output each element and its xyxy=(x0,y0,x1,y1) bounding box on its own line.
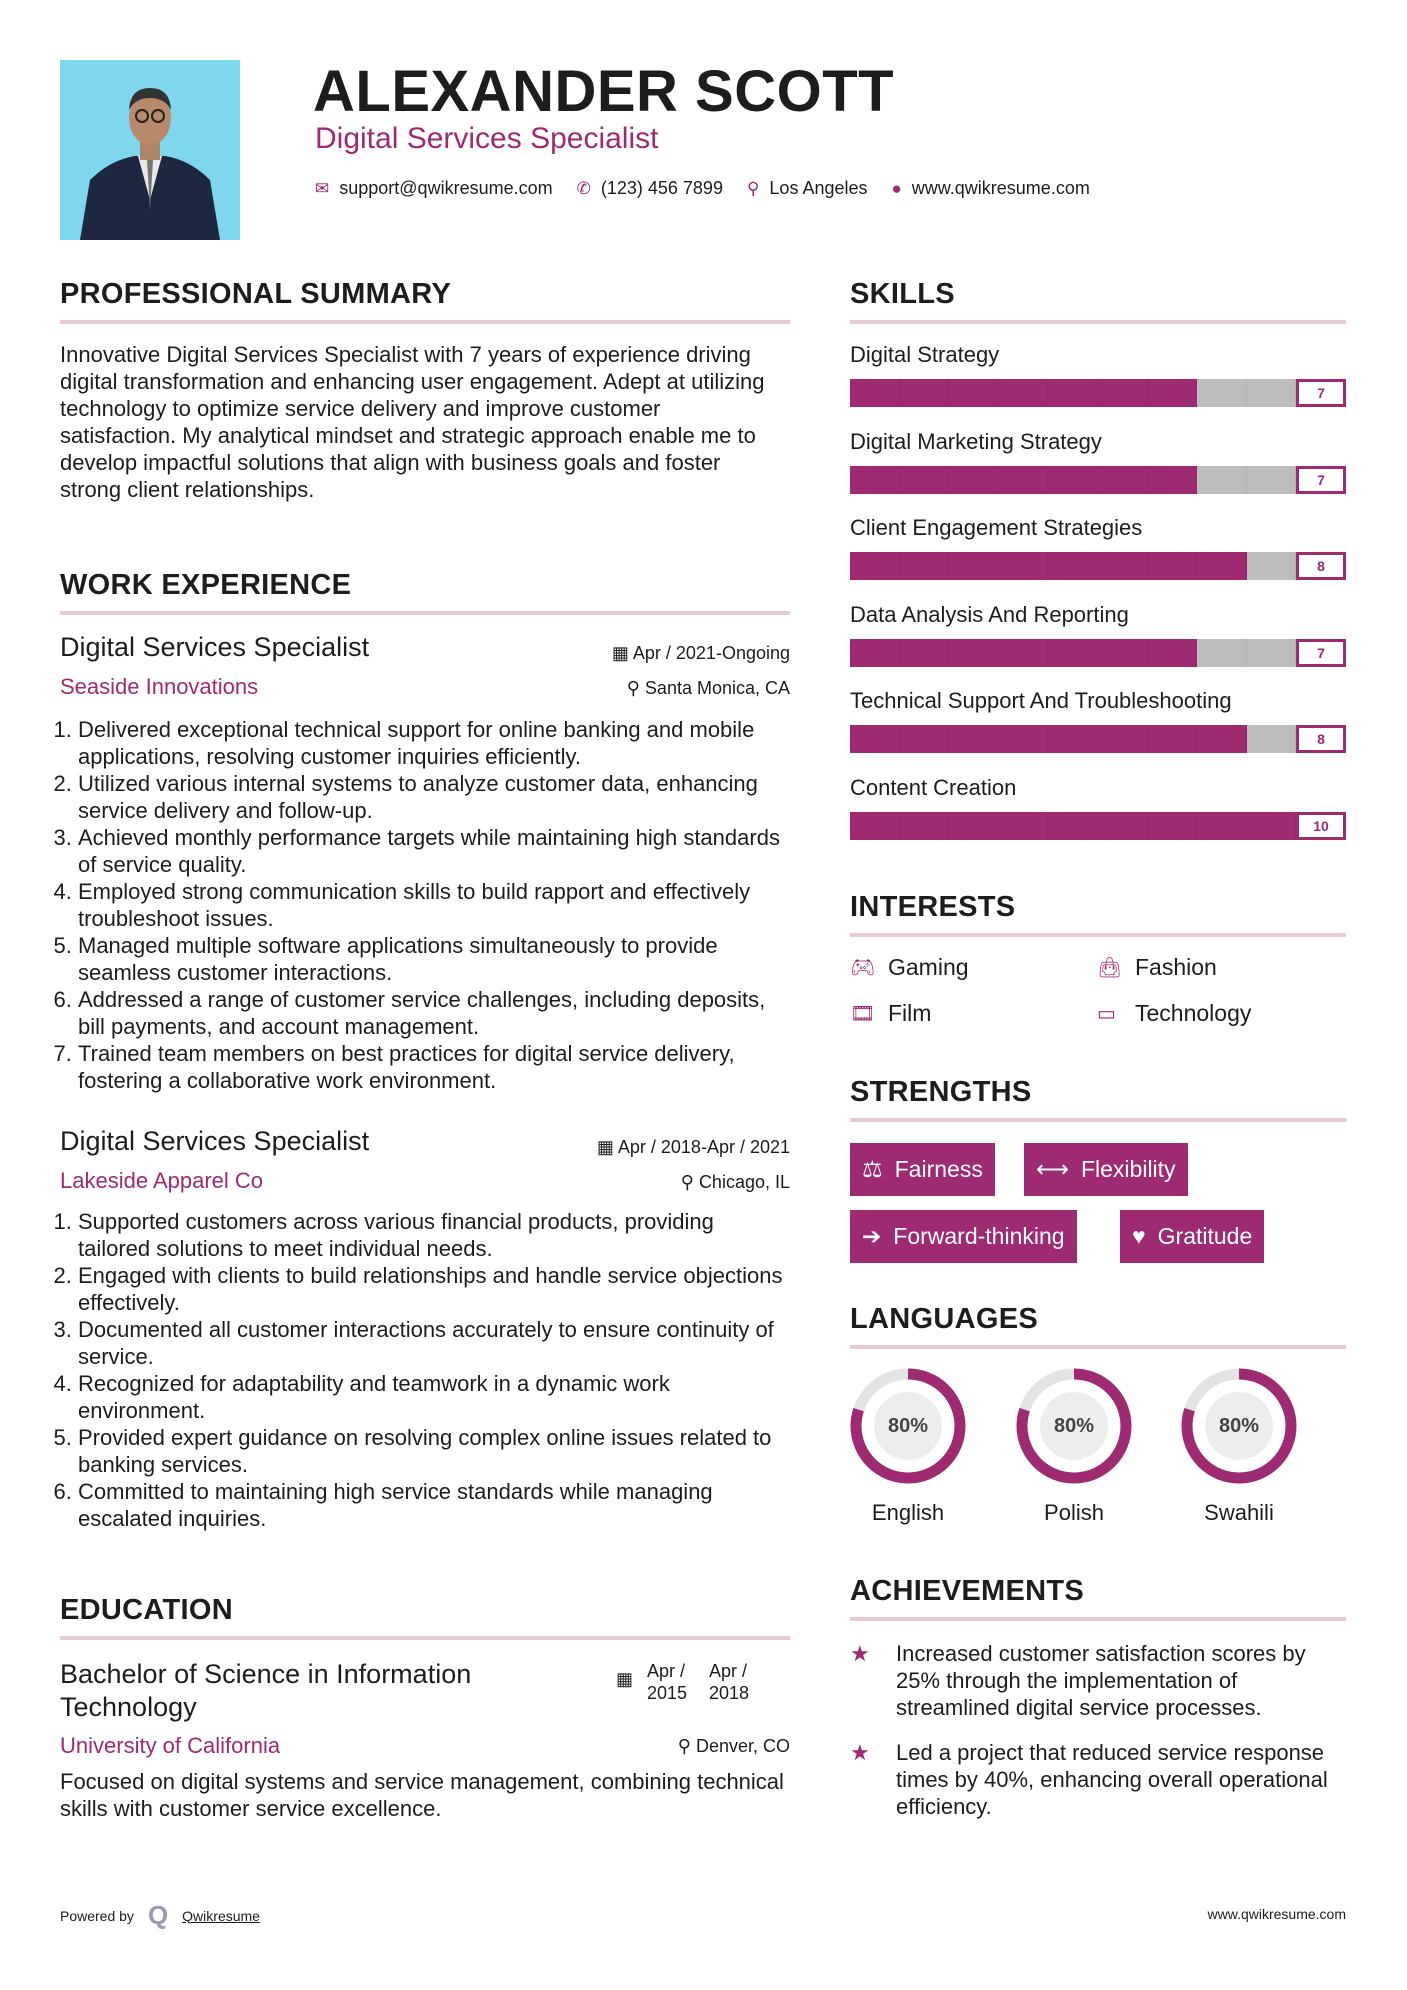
skill-segment xyxy=(850,639,900,667)
calendar-icon: ▦ xyxy=(596,1137,618,1157)
work-heading: WORK EXPERIENCE xyxy=(60,569,352,601)
skill-segment xyxy=(999,466,1049,494)
skill-bar xyxy=(850,466,1346,494)
interest-label: Fashion xyxy=(1135,954,1217,980)
job-bullet: 2. Engaged with clients to build relationships and handle service objections effectively. xyxy=(78,1262,790,1316)
skill-segment xyxy=(1197,552,1247,580)
skill-segment xyxy=(900,466,950,494)
skill-value: 8 xyxy=(1296,552,1346,580)
education-location-text: Denver, CO xyxy=(695,1736,790,1756)
skill-segment xyxy=(1098,379,1148,407)
divider xyxy=(850,1617,1346,1621)
star-icon: ★ xyxy=(850,1740,870,1765)
job-bullet: 3. Achieved monthly performance targets while maintaining high standards of service quality. xyxy=(78,824,790,878)
skill-segment xyxy=(1247,552,1297,580)
language-item xyxy=(1179,1366,1299,1526)
job-bullet: 4. Employed strong communication skills to build rapport and effectively troubleshoot issues. xyxy=(78,878,790,932)
job-date-text: Apr / 2018-Apr / 2021 xyxy=(617,1137,790,1157)
language-percent: 80% xyxy=(1218,1415,1260,1437)
strengths-heading: STRENGTHS xyxy=(850,1076,1032,1108)
skill-segment xyxy=(999,725,1049,753)
skill-segment xyxy=(1197,639,1247,667)
skill-segment xyxy=(949,552,999,580)
skill-segment xyxy=(850,812,900,840)
phone-icon: ✆ xyxy=(576,178,591,198)
school-name: University of California xyxy=(60,1733,281,1758)
skill-name: Data Analysis And Reporting xyxy=(850,601,1129,627)
skill-segment xyxy=(900,379,950,407)
skill-bar xyxy=(850,812,1346,840)
job-location xyxy=(681,1172,790,1193)
skill-value: 10 xyxy=(1296,812,1346,840)
pin-icon: ⚲ xyxy=(626,678,645,698)
envelope-icon: ✉ xyxy=(315,178,330,198)
skill-segment xyxy=(1247,379,1297,407)
achievement-item xyxy=(850,1739,1346,1820)
language-name: English xyxy=(871,1500,945,1525)
education-heading: EDUCATION xyxy=(60,1594,233,1626)
skill-segment xyxy=(1048,725,1098,753)
job-bullet: 5. Managed multiple software applications simultaneously to provide seamless customer interactions. xyxy=(78,932,790,986)
job-bullet: 6. Addressed a range of customer service challenges, including deposits, bill payments, and account management. xyxy=(78,986,790,1040)
skill-segment xyxy=(949,812,999,840)
skill-segment xyxy=(1148,725,1198,753)
interest-film xyxy=(850,1000,931,1027)
email-link[interactable]: support@qwikresume.com xyxy=(339,178,553,198)
skill-bar xyxy=(850,552,1346,580)
start-date: Apr / 2015 xyxy=(647,1661,688,1703)
skill-segment xyxy=(1148,639,1198,667)
skill-segment xyxy=(1048,552,1098,580)
job-bullets xyxy=(60,1208,790,1532)
skill-name: Digital Marketing Strategy xyxy=(850,428,1102,454)
skill-segment xyxy=(1148,552,1198,580)
skill-segment xyxy=(1148,466,1198,494)
job-date-text: Apr / 2021-Ongoing xyxy=(632,643,790,663)
skill-value: 7 xyxy=(1296,639,1346,667)
divider xyxy=(60,611,790,615)
company-name: Seaside Innovations xyxy=(60,674,259,699)
skill-item xyxy=(850,515,1346,602)
job-bullet: 7. Trained team members on best practices for digital service delivery, fostering a collaborative work environment. xyxy=(78,1040,790,1094)
job-bullets xyxy=(60,716,790,1094)
achievement-text: Increased customer satisfaction scores by 25% through the implementation of streamlined digital service processes. xyxy=(896,1641,1306,1720)
skill-segment xyxy=(850,379,900,407)
divider xyxy=(850,320,1346,324)
skill-segment xyxy=(1048,812,1098,840)
job-bullet: 6. Committed to maintaining high service standards while managing escalated inquiries. xyxy=(78,1478,790,1532)
skill-segment xyxy=(1148,812,1198,840)
skill-segment xyxy=(850,725,900,753)
heart-icon: ♥ xyxy=(1132,1223,1146,1249)
profile-photo xyxy=(60,60,240,240)
interest-label: Film xyxy=(888,1000,932,1026)
skill-segment xyxy=(1247,466,1297,494)
skill-bar xyxy=(850,639,1346,667)
skill-segment xyxy=(1247,812,1297,840)
company-name: Lakeside Apparel Co xyxy=(60,1168,264,1193)
achievement-item xyxy=(850,1640,1346,1721)
interest-label: Gaming xyxy=(888,954,969,980)
summary-text: Innovative Digital Services Specialist with 7 years of experience driving digital transformation and enhancing user engagement. Adept at utilizing technology to optimize service delivery and improve customer satisfaction. My analytical mindset and strategic approach enable me to develop impactful solutions that align with business goals and foster strong client relationships. xyxy=(60,342,765,502)
gamepad-icon: 🎮︎ xyxy=(850,957,876,979)
pin-icon: ⚲ xyxy=(677,1736,696,1756)
strength-forward-thinking xyxy=(850,1210,1077,1263)
skill-segment xyxy=(1247,639,1297,667)
job-date xyxy=(597,1137,790,1158)
strength-fairness xyxy=(850,1143,995,1196)
skill-segment xyxy=(1098,812,1148,840)
map-marker-icon: ⚲ xyxy=(746,178,760,198)
job-title: Digital Services Specialist xyxy=(60,1126,370,1156)
divider xyxy=(60,1636,790,1640)
skill-segment xyxy=(900,639,950,667)
skill-segment xyxy=(1098,552,1148,580)
film-icon: 🎞︎ xyxy=(850,1003,876,1025)
achievements-heading: ACHIEVEMENTS xyxy=(850,1575,1085,1607)
interest-gaming xyxy=(850,954,969,981)
powered-by-label: Powered by xyxy=(60,1907,134,1924)
job-bullet: 5. Provided expert guidance on resolving complex online issues related to banking services. xyxy=(78,1424,790,1478)
education-location xyxy=(678,1736,790,1757)
skill-value: 7 xyxy=(1296,466,1346,494)
strength-flexibility xyxy=(1024,1143,1188,1196)
skill-segment xyxy=(949,379,999,407)
skill-segment xyxy=(1098,466,1148,494)
end-date: Apr / 2018 xyxy=(709,1661,750,1703)
skill-item xyxy=(850,429,1346,516)
star-icon: ★ xyxy=(850,1641,870,1666)
languages-heading: LANGUAGES xyxy=(850,1303,1038,1335)
skill-item xyxy=(850,775,1346,862)
job-bullet: 4. Recognized for adaptability and teamwork in a dynamic work environment. xyxy=(78,1370,790,1424)
skill-segment xyxy=(1048,466,1098,494)
interests-heading: INTERESTS xyxy=(850,891,1016,923)
job-location-text: Chicago, IL xyxy=(698,1172,790,1192)
skill-segment xyxy=(949,725,999,753)
location: Los Angeles xyxy=(769,178,868,198)
skill-segment xyxy=(900,812,950,840)
skill-item xyxy=(850,688,1346,775)
skill-name: Client Engagement Strategies xyxy=(850,515,1143,541)
strength-label: Forward-thinking xyxy=(893,1223,1065,1249)
phone-number: (123) 456 7899 xyxy=(600,178,723,198)
skill-segment xyxy=(850,466,900,494)
interest-label: Technology xyxy=(1135,1000,1252,1026)
job-date xyxy=(612,643,790,664)
interest-fashion xyxy=(1097,954,1217,981)
skill-name: Content Creation xyxy=(850,774,1017,800)
language-name: Polish xyxy=(1044,1500,1104,1525)
laptop-icon: ▭ xyxy=(1097,1003,1116,1025)
candidate-title: Digital Services Specialist xyxy=(315,122,659,155)
divider xyxy=(850,1345,1346,1349)
calendar-icon: ▦ xyxy=(611,643,633,663)
skill-name: Digital Strategy xyxy=(850,342,1000,367)
language-percent: 80% xyxy=(1053,1415,1095,1437)
job-location xyxy=(627,678,790,699)
skill-value: 8 xyxy=(1296,725,1346,753)
skill-segment xyxy=(850,552,900,580)
pin-icon: ⚲ xyxy=(680,1172,699,1192)
skill-segment xyxy=(900,552,950,580)
skill-name: Technical Support And Troubleshooting xyxy=(850,688,1232,714)
language-item xyxy=(1014,1366,1134,1526)
contact-bar xyxy=(315,178,1090,199)
strength-gratitude xyxy=(1120,1210,1264,1263)
strength-label: Gratitude xyxy=(1157,1223,1253,1249)
achievement-text: Led a project that reduced service response times by 40%, enhancing overall operational efficiency. xyxy=(896,1740,1328,1819)
shopping-bag-icon: 👜︎ xyxy=(1097,957,1123,979)
skill-bar xyxy=(850,379,1346,407)
brand-link[interactable]: Qwikresume xyxy=(182,1907,260,1924)
skill-segment xyxy=(1197,379,1247,407)
job-bullet: 2. Utilized various internal systems to analyze customer data, enhancing service delivery and follow-up. xyxy=(78,770,790,824)
skill-item xyxy=(850,602,1346,689)
footer-powered xyxy=(60,1900,260,1931)
skill-segment xyxy=(1048,639,1098,667)
education-description: Focused on digital systems and service management, combining technical skills with customer service excellence. xyxy=(60,1769,784,1821)
skill-bar xyxy=(850,725,1346,753)
candidate-name: ALEXANDER SCOTT xyxy=(313,59,895,124)
job-bullet: 1. Delivered exceptional technical support for online banking and mobile applications, resolving customer inquiries efficiently. xyxy=(78,716,790,770)
arrows-h-icon: ⟷ xyxy=(1036,1156,1069,1182)
language-item xyxy=(848,1366,968,1526)
degree: Bachelor of Science in Information Technology xyxy=(60,1659,472,1722)
globe-icon: ● xyxy=(891,178,902,198)
skill-segment xyxy=(949,639,999,667)
job-bullet: 1. Supported customers across various financial products, providing tailored solutions to meet individual needs. xyxy=(78,1208,790,1262)
summary-heading: PROFESSIONAL SUMMARY xyxy=(60,278,452,310)
skill-segment xyxy=(1048,379,1098,407)
skills-heading: SKILLS xyxy=(850,278,955,310)
website-link[interactable]: www.qwikresume.com xyxy=(911,178,1090,198)
skill-segment xyxy=(999,379,1049,407)
skill-segment xyxy=(1247,725,1297,753)
skill-segment xyxy=(1197,812,1247,840)
qwikresume-logo-icon: Q xyxy=(147,1900,169,1930)
calendar-icon: ▦ xyxy=(616,1669,634,1689)
interest-technology xyxy=(1097,1000,1251,1027)
skill-segment xyxy=(999,552,1049,580)
divider xyxy=(850,1118,1346,1122)
skill-item xyxy=(850,342,1346,429)
skills-list xyxy=(850,342,1346,862)
skill-segment xyxy=(900,725,950,753)
skill-value: 7 xyxy=(1296,379,1346,407)
skill-segment xyxy=(1197,725,1247,753)
skill-segment xyxy=(999,639,1049,667)
skill-segment xyxy=(1148,379,1198,407)
education-dates xyxy=(616,1660,757,1704)
job-title: Digital Services Specialist xyxy=(60,632,370,662)
skill-segment xyxy=(949,466,999,494)
strength-label: Flexibility xyxy=(1080,1156,1176,1182)
divider xyxy=(60,320,790,324)
skill-segment xyxy=(1098,725,1148,753)
divider xyxy=(850,933,1346,937)
footer-website[interactable]: www.qwikresume.com xyxy=(1207,1906,1346,1922)
job-bullet: 3. Documented all customer interactions accurately to ensure continuity of service. xyxy=(78,1316,790,1370)
balance-scale-icon: ⚖ xyxy=(862,1156,883,1182)
skill-segment xyxy=(999,812,1049,840)
skill-segment xyxy=(1098,639,1148,667)
arrow-right-icon: ➔ xyxy=(862,1223,882,1249)
language-name: Swahili xyxy=(1204,1500,1274,1525)
skill-segment xyxy=(1197,466,1247,494)
job-location-text: Santa Monica, CA xyxy=(644,678,790,698)
language-percent: 80% xyxy=(887,1415,929,1437)
strength-label: Fairness xyxy=(894,1156,983,1182)
